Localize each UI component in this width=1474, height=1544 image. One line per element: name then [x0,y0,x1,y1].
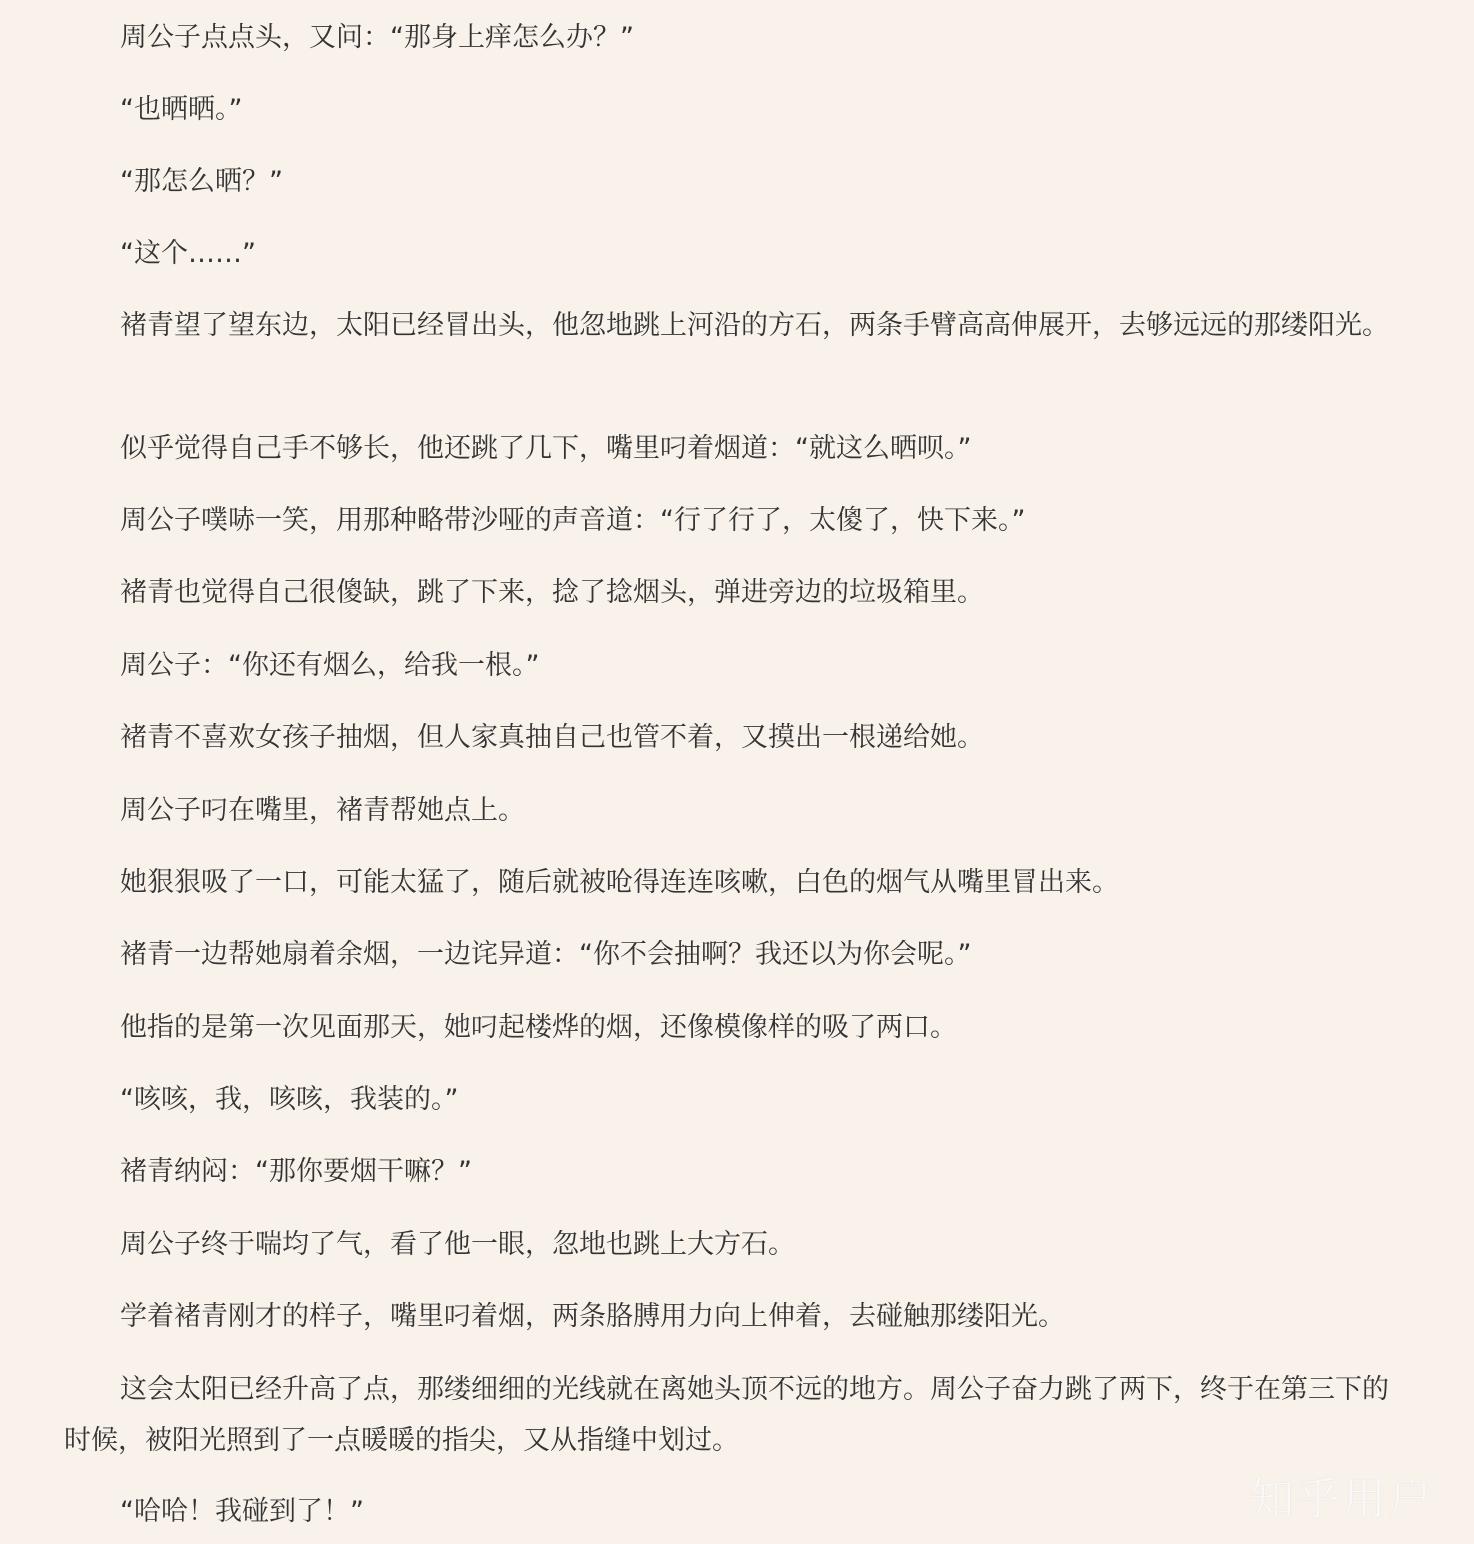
paragraph: 她狠狠吸了一口，可能太猛了，随后就被呛得连连咳嗽，白色的烟气从嘴里冒出来。 [120,867,1119,898]
paragraph: “那怎么晒？” [120,166,283,197]
paragraph: 褚青望了望东边，太阳已经冒出头，他忽地跳上河沿的方石，两条手臂高高伸展开，去够远远的那缕阳光。 [120,310,1389,341]
paragraph: 周公子：“你还有烟么，给我一根。” [120,650,540,681]
paragraph: 周公子叼在嘴里，褚青帮她点上。 [120,795,525,826]
paragraph: 他指的是第一次见面那天，她叼起楼烨的烟，还像模像样的吸了两口。 [120,1012,957,1043]
paragraph: 褚青也觉得自己很傻缺，跳了下来，捻了捻烟头，弹进旁边的垃圾箱里。 [120,577,984,608]
paragraph: “咳咳，我，咳咳，我装的。” [120,1084,459,1115]
paragraph: 褚青不喜欢女孩子抽烟，但人家真抽自己也管不着，又摸出一根递给她。 [120,722,984,753]
zhihu-watermark: 知乎用户 [1250,1474,1434,1525]
paragraph: 褚青纳闷：“那你要烟干嘛？” [120,1156,472,1187]
paragraph: 这会太阳已经升高了点，那缕细细的光线就在离她头顶不远的地方。周公子奋力跳了两下，终于在第三下的时候，被阳光照到了一点暖暖的指尖，又从指缝中划过。 [64,1374,1389,1456]
paragraph: 似乎觉得自己手不够长，他还跳了几下，嘴里叼着烟道：“就这么晒呗。” [120,433,972,464]
paragraph: 周公子终于喘均了气，看了他一眼，忽地也跳上大方石。 [120,1229,795,1260]
paragraph: 周公子噗哧一笑，用那种略带沙哑的声音道：“行了行了，太傻了，快下来。” [120,505,1026,536]
paragraph: “也晒晒。” [120,94,243,125]
paragraph: 学着褚青刚才的样子，嘴里叼着烟，两条胳膊用力向上伸着，去碰触那缕阳光。 [120,1301,1065,1332]
paragraph: “哈哈！我碰到了！” [120,1496,364,1527]
paragraph: 周公子点点头，又问：“那身上痒怎么办？” [120,22,634,53]
paragraph: 褚青一边帮她扇着余烟，一边诧异道：“你不会抽啊？我还以为你会呢。” [120,939,972,970]
paragraph: “这个……” [120,238,256,269]
